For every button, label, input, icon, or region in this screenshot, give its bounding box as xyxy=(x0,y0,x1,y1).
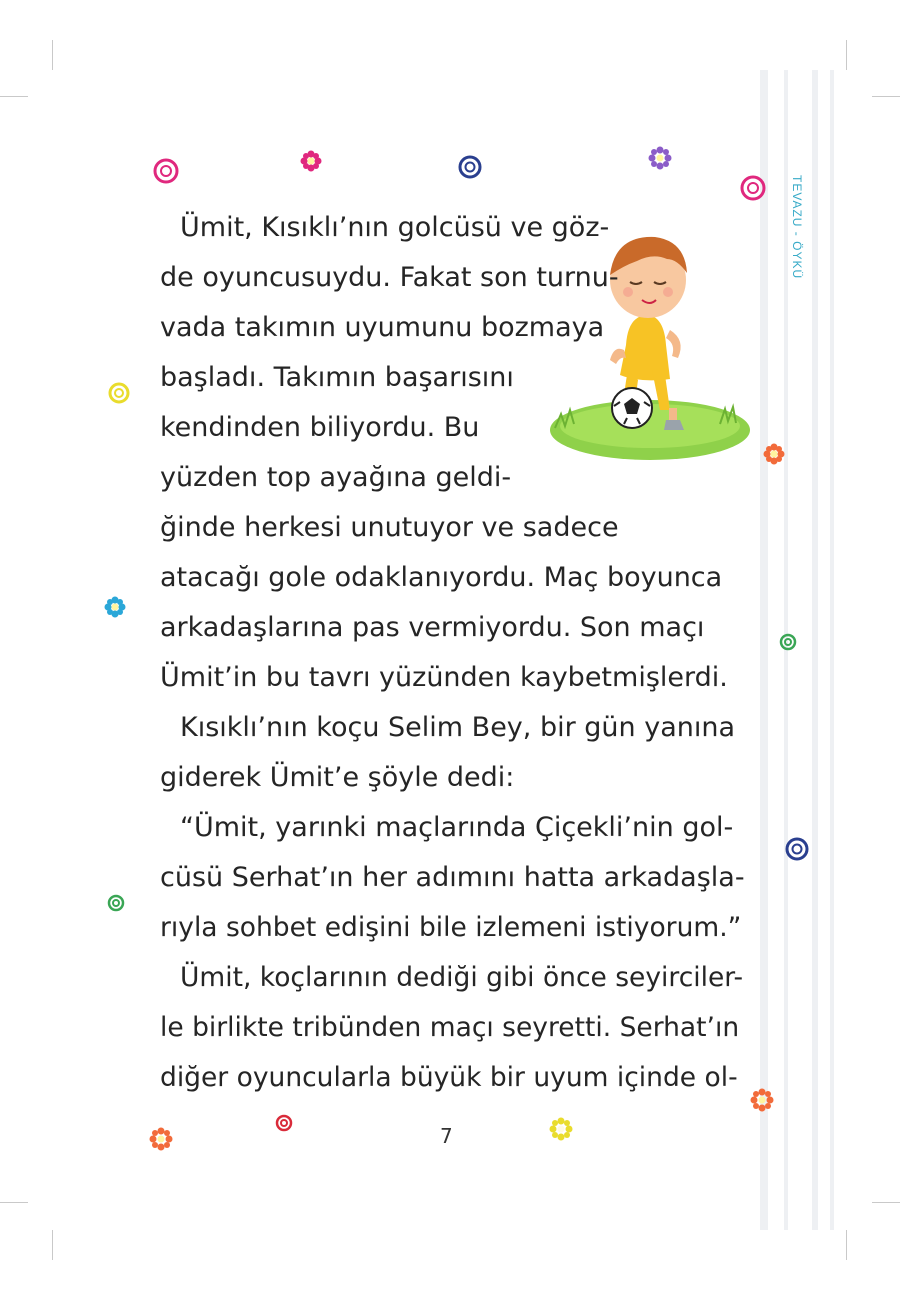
flower-icon xyxy=(300,150,322,172)
text-line: Ümit, koçlarının dediği gibi önce seyirciler- xyxy=(180,962,744,993)
ring-icon xyxy=(778,632,798,652)
text-line: “Ümit, yarınki maçlarında Çiçekli’nin gol- xyxy=(180,812,734,843)
flower-icon xyxy=(648,146,672,170)
crop-mark xyxy=(0,96,28,97)
ring-icon xyxy=(152,157,180,185)
text-line: vada takımın uyumunu bozmaya xyxy=(160,312,605,343)
text-line: giderek Ümit’e şöyle dedi: xyxy=(160,762,515,793)
crop-mark xyxy=(52,40,53,70)
text-line: Ümit, Kısıklı’nın golcüsü ve göz- xyxy=(180,212,610,243)
flower-icon xyxy=(763,443,785,465)
text-line: arkadaşlarına pas vermiyordu. Son maçı xyxy=(160,612,705,643)
ring-icon xyxy=(457,154,483,180)
text-line: le birlikte tribünden maçı seyretti. Serhat’ın xyxy=(160,1012,740,1043)
ring-icon xyxy=(784,836,810,862)
text-line: Kısıklı’nın koçu Selim Bey, bir gün yanına xyxy=(180,712,736,743)
crop-mark xyxy=(846,40,847,70)
crop-mark xyxy=(872,1202,900,1203)
side-stripe xyxy=(812,70,818,1230)
text-line: rıyla sohbet edişini bile izlemeni istiyorum.” xyxy=(160,912,742,943)
crop-mark xyxy=(0,1202,28,1203)
side-stripe xyxy=(830,70,834,1230)
page-number: 7 xyxy=(440,1124,453,1148)
crop-mark xyxy=(52,1230,53,1260)
text-line: de oyuncusuydu. Fakat son turnu- xyxy=(160,262,619,293)
boy-with-ball-illustration xyxy=(540,220,750,470)
crop-mark xyxy=(872,96,900,97)
flower-icon xyxy=(549,1117,573,1141)
ring-icon xyxy=(107,381,131,405)
text-line: cüsü Serhat’ın her adımını hatta arkadaşla- xyxy=(160,862,745,893)
flower-icon xyxy=(149,1127,173,1151)
text-line: kendinden biliyordu. Bu xyxy=(160,412,480,443)
ring-icon xyxy=(106,893,126,913)
text-line: yüzden top ayağına geldi- xyxy=(160,462,512,493)
section-label: TEVAZU - ÖYKÜ xyxy=(790,175,804,280)
text-line: diğer oyuncularla büyük bir uyum içinde ol- xyxy=(160,1062,738,1093)
crop-mark xyxy=(846,1230,847,1260)
text-line: başladı. Takımın başarısını xyxy=(160,362,514,393)
flower-icon xyxy=(750,1088,774,1112)
side-stripe xyxy=(760,70,768,1230)
ring-icon xyxy=(739,174,767,202)
flower-icon xyxy=(104,596,126,618)
text-line: ğinde herkesi unutuyor ve sadece xyxy=(160,512,619,543)
ring-icon xyxy=(274,1113,294,1133)
text-line: Ümit’in bu tavrı yüzünden kaybetmişlerdi. xyxy=(160,662,728,693)
text-line: atacağı gole odaklanıyordu. Maç boyunca xyxy=(160,562,723,593)
soccer-ball-icon xyxy=(612,388,652,428)
